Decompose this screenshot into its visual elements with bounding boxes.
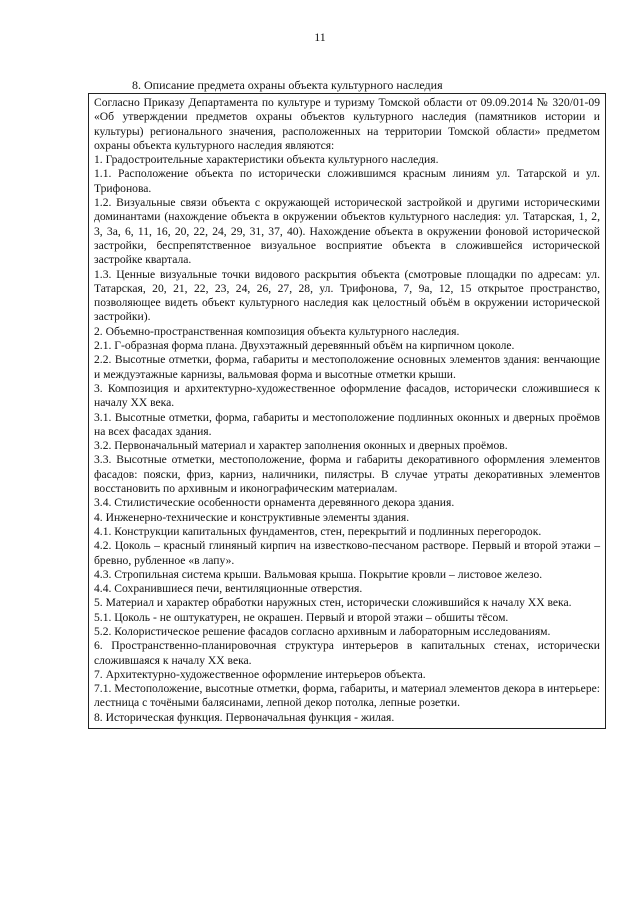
paragraph-7: 7. Архитектурно-художественное оформление интерьеров объекта. — [94, 667, 426, 681]
paragraph-5-1: 5.1. Цоколь - не оштукатурен, не окрашен. Первый и второй этажи – обшиты тёсом. — [94, 610, 509, 624]
paragraph-1: 1. Градостроительные характеристики объекта культурного наследия. — [94, 153, 439, 167]
paragraph-5-2: 5.2. Колористическое решение фасадов согласно архивным и лабораторным исследованиям. — [94, 624, 551, 638]
paragraph-3-4: 3.4. Стилистические особенности орнамента деревянного декора здания. — [94, 496, 455, 510]
section-heading: 8. Описание предмета охраны объекта культурного наследия — [132, 78, 443, 92]
paragraph-1-2: 1.2. Визуальные связи объекта с окружающей исторической застройкой и другими историческими доминантами (нахождение объекта в окружении объектов культурного наследия: ул. Татарская, 1, 2, 3, 3а, 6, 11, 16, 20, 22, 24, 29, 31, 37, 40). Нахождение объекта в окружении фоновой исторической застройки, беспрепятственное визуальное восприятие объекта в сложившейся исторической застройке квартала. — [94, 196, 600, 267]
paragraph-2-2: 2.2. Высотные отметки, форма, габариты и местоположение основных элементов здания: венчающие и междуэтажные карнизы, вальмовая форма и высотные отметки крыши. — [94, 353, 600, 381]
paragraph-4-1: 4.1. Конструкции капитальных фундаментов, стен, перекрытий и подлинных перегородок. — [94, 524, 542, 538]
paragraph-7-1: 7.1. Местоположение, высотные отметки, форма, габариты, и материал элементов декора в интерьере: лестница с точёными балясинами, лепной декор потолка, лепные розетки. — [94, 682, 600, 710]
paragraph-4-2: 4.2. Цоколь – красный глиняный кирпич на известково-песчаном растворе. Первый и второй этажи – бревно, рубленное «в лапу». — [94, 539, 600, 567]
paragraph-1-3: 1.3. Ценные визуальные точки видового раскрытия объекта (смотровые площадки по адресам: ул. Татарская, 20, 21, 22, 23, 24, 26, 27, 28, ул. Трифонова, 7, 9а, 12, 15 открытое пространство, позволяющее видеть объект культурного наследия как целостный объём в окружении исторической застройки). — [94, 267, 600, 324]
paragraph-5: 5. Материал и характер обработки наружных стен, исторически сложившийся к началу ХХ века. — [94, 596, 572, 610]
paragraph-4-3: 4.3. Стропильная система крыши. Вальмовая крыша. Покрытие кровли – листовое железо. — [94, 567, 543, 581]
paragraph-2: 2. Объемно-пространственная композиция объекта культурного наследия. — [94, 324, 460, 338]
paragraph-3-2: 3.2. Первоначальный материал и характер заполнения оконных и дверных проёмов. — [94, 439, 508, 453]
paragraph-3: 3. Композиция и архитектурно-художественное оформление фасадов, исторически сложившиеся к началу ХХ века. — [94, 381, 600, 410]
paragraph-3-3: 3.3. Высотные отметки, местоположение, форма и габариты декоративного оформления элементов фасадов: пояски, фриз, карниз, наличники, пилястры. В случае утраты декоративных элементов восстановить по архивным и иконографическим материалам. — [94, 453, 600, 496]
paragraph-6: 6. Пространственно-планировочная структура интерьеров в капитальных стенах, исторически сложившаяся к началу ХХ века. — [94, 639, 600, 667]
paragraph-intro: Согласно Приказу Департамента по культуре и туризму Томской области от 09.09.2014 № 320/01-09 «Об утверждении предметов охраны объектов культурного наследия (памятников истории и культуры) регионального значения, расположенных на территории Томской области» предметом охраны объекта культурного наследия являются: — [94, 96, 600, 152]
paragraph-4: 4. Инженерно-технические и конструктивные элементы здания. — [94, 510, 410, 524]
page-number: 11 — [314, 30, 326, 44]
paragraph-1-1: 1.1. Расположение объекта по исторически сложившимся красным линиям ул. Татарской и ул. Трифонова. — [94, 167, 600, 195]
protection-subject-box — [88, 93, 606, 729]
paragraph-2-1: 2.1. Г-образная форма плана. Двухэтажный деревянный объём на кирпичном цоколе. — [94, 339, 515, 353]
paragraph-3-1: 3.1. Высотные отметки, форма, габариты и местоположение подлинных оконных и дверных проёмов на всех фасадах здания. — [94, 410, 600, 438]
paragraph-8: 8. Историческая функция. Первоначальная функция - жилая. — [94, 710, 395, 724]
paragraph-4-4: 4.4. Сохранившиеся печи, вентиляционные отверстия. — [94, 582, 363, 596]
